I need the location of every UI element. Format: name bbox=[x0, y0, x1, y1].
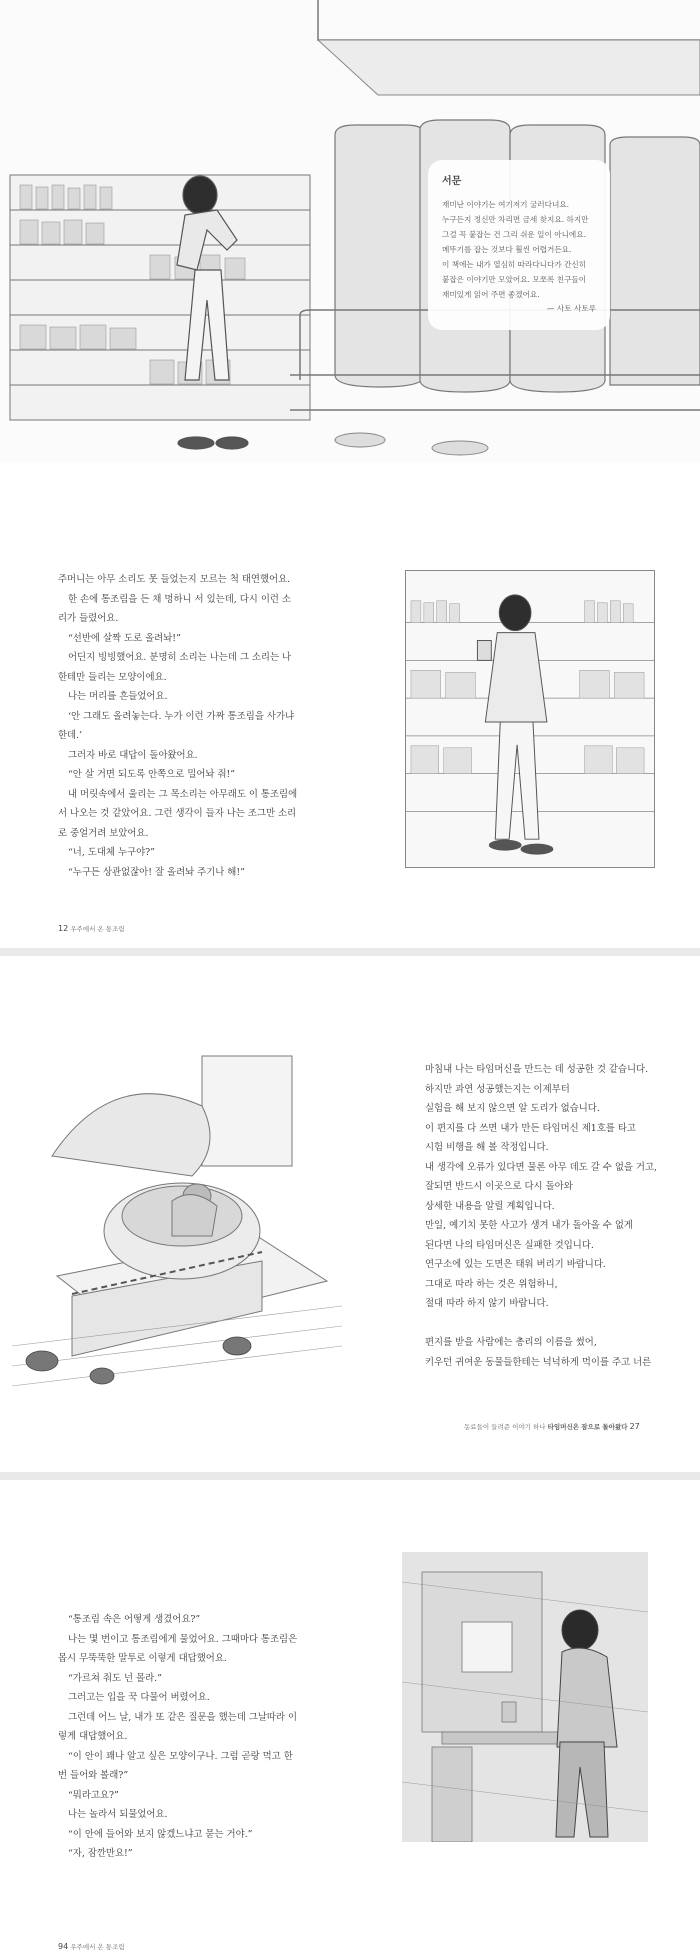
text-line: 한 손에 통조림을 든 채 멍하니 서 있는데, 다시 이런 소 bbox=[68, 593, 291, 605]
text-line: 마침내 나는 타임머신을 만드는 데 성공한 것 같습니다. bbox=[425, 1064, 649, 1075]
preface-box bbox=[428, 160, 610, 330]
text-line: “너, 도대체 누구야?” bbox=[68, 847, 155, 858]
text-line: 번 들어와 볼래?” bbox=[58, 1770, 129, 1781]
text-line: 키우던 귀여운 동물들한테는 넉넉하게 먹이를 주고 너른 bbox=[425, 1356, 652, 1368]
preface-line: 메뚜기를 잡는 것보다 훨씬 어렵거든요. bbox=[442, 245, 572, 254]
text-line: 시험 비행을 해 볼 작정입니다. bbox=[425, 1142, 549, 1153]
text-line: 나는 머리를 흔들었어요. bbox=[68, 691, 168, 702]
text-line: 상세한 내용을 알릴 계획입니다. bbox=[425, 1200, 555, 1212]
text-line: 한테만 들리는 모양이에요. bbox=[58, 671, 167, 683]
page-preface bbox=[0, 0, 700, 462]
time-machine-sketch bbox=[12, 1046, 342, 1402]
text-line: “통조림 속은 어떻게 생겼어요?” bbox=[68, 1614, 201, 1625]
text-line: 서 나오는 것 같았어요. 그런 생각이 들자 나는 조그만 소리 bbox=[58, 808, 297, 819]
text-line: 한데.’ bbox=[58, 730, 83, 741]
text-line: 그러자 바로 대답이 돌아왔어요. bbox=[68, 749, 198, 761]
running-series: 동료들이 들려준 이야기 하나 bbox=[464, 1423, 546, 1431]
text-line: 된다면 나의 타임머신은 실패한 것입니다. bbox=[425, 1239, 594, 1251]
running-title: 우주에서 온 통조림 bbox=[70, 1943, 125, 1951]
page-number: 27 bbox=[629, 1422, 640, 1431]
text-line: 그러고는 입을 꾹 다물어 버렸어요. bbox=[68, 1692, 210, 1703]
text-line: “선반에 살짝 도로 올려놔!” bbox=[68, 632, 181, 644]
text-line: 연구소에 있는 도면은 태워 버리기 바랍니다. bbox=[425, 1259, 606, 1270]
text-line: 이 편지를 다 쓰면 내가 만든 타임머신 제1호를 타고 bbox=[425, 1122, 636, 1134]
preface-line: 재미난 이야기는 여기저기 굴러다녀요. bbox=[442, 200, 570, 209]
text-line: ‘안 그래도 올려놓는다. 누가 이런 가짜 통조림을 사가냐 bbox=[68, 710, 295, 722]
text-line: 하지만 과연 성공했는지는 이제부터 bbox=[425, 1083, 570, 1095]
text-line: “뭐라고요?” bbox=[68, 1789, 119, 1801]
text-line: 로 중얼거려 보았어요. bbox=[58, 827, 149, 839]
text-line: 나는 몇 번이고 통조림에게 물었어요. 그때마다 통조림은 bbox=[68, 1633, 298, 1645]
preface-line: 그걸 꼭 붙잡는 건 그리 쉬운 일이 아니에요. bbox=[442, 230, 587, 239]
text-line: “가르쳐 줘도 넌 몰라.” bbox=[68, 1672, 162, 1684]
boy-at-desk-sketch bbox=[402, 1552, 648, 1842]
boy-at-desk-illustration bbox=[402, 1552, 648, 1842]
page-12 bbox=[0, 462, 700, 948]
text-line: 리가 들렸어요. bbox=[58, 613, 119, 624]
page-27-text bbox=[425, 1060, 657, 1372]
time-machine-illustration bbox=[12, 1046, 342, 1402]
text-line: 나는 놀라서 되물었어요. bbox=[68, 1809, 168, 1820]
running-title: 타임머신은 잠으로 돌아왔다 bbox=[547, 1423, 628, 1431]
text-line: 몹시 무뚝뚝한 말투로 이렇게 대답했어요. bbox=[58, 1653, 227, 1664]
text-line: 잘되면 반드시 이곳으로 다시 돌아와 bbox=[425, 1181, 573, 1192]
preface-line: 누구든지 정신만 차리면 금세 찾지요. 하지만 bbox=[442, 215, 589, 224]
text-line: 내 머릿속에서 울리는 그 목소리는 아무래도 이 통조림에 bbox=[68, 788, 298, 800]
text-line: 주머니는 아무 소리도 못 들었는지 모르는 척 태연했어요. bbox=[58, 574, 291, 585]
text-line: 그대로 따라 하는 것은 위험하니, bbox=[425, 1278, 558, 1290]
text-line: 내 생각에 오류가 있다면 물론 아무 데도 갈 수 없을 거고, bbox=[425, 1161, 658, 1173]
text-line: “자, 잠깐만요!” bbox=[68, 1848, 133, 1859]
text-line: 편지를 받을 사람에는 총리의 이름을 썼어, bbox=[425, 1337, 597, 1348]
text-line: 만일, 예기치 못한 사고가 생겨 내가 돌아올 수 없게 bbox=[425, 1220, 633, 1231]
text-line bbox=[425, 1314, 657, 1334]
text-line: 어딘지 빙빙했어요. 분명히 소리는 나는데 그 소리는 나 bbox=[68, 652, 292, 663]
page-12-text bbox=[58, 570, 297, 882]
page-12-folio bbox=[58, 924, 125, 933]
preface-title: 서문 bbox=[442, 176, 462, 187]
page-27-folio bbox=[464, 1422, 640, 1431]
running-title: 우주에서 온 통조림 bbox=[70, 925, 125, 933]
page-94-text bbox=[58, 1610, 297, 1864]
page-94 bbox=[0, 1480, 700, 1960]
text-line: 절대 따라 하지 않기 바랍니다. bbox=[425, 1298, 549, 1309]
text-line: “이 안에 들어와 보지 않겠느냐고 묻는 거야.” bbox=[68, 1828, 253, 1840]
boy-with-can-sketch bbox=[406, 571, 654, 867]
text-line: “이 안이 꽤나 알고 싶은 모양이구나. 그럼 곧랑 먹고 한 bbox=[68, 1750, 293, 1762]
preface-line: 재미있게 읽어 주면 좋겠어요. bbox=[442, 290, 540, 299]
page-number: 12 bbox=[58, 924, 69, 933]
text-line: 그런데 어느 날, 내가 또 같은 질문을 했는데 그날따라 이 bbox=[68, 1711, 298, 1723]
preface-line: 이 책에는 내가 열심히 따라다니다가 간신히 bbox=[442, 260, 587, 269]
text-line: “안 살 거면 되도록 안쪽으로 밀어놔 줘!” bbox=[68, 769, 236, 780]
text-line: “누구든 상관없잖아! 잘 올려놔 주기나 해!” bbox=[68, 866, 245, 878]
text-line: 실험을 해 보지 않으면 알 도리가 없습니다. bbox=[425, 1103, 600, 1114]
boy-with-can-illustration bbox=[405, 570, 655, 868]
preface-author: — 사토 사토루 bbox=[546, 304, 596, 313]
preface-line: 붙잡은 이야기만 모았어요. 모쪼록 친구들이 bbox=[442, 275, 587, 284]
page-27 bbox=[0, 956, 700, 1472]
text-line: 렇게 대답했어요. bbox=[58, 1731, 128, 1742]
page-number: 94 bbox=[58, 1942, 69, 1951]
page-94-folio bbox=[58, 1942, 125, 1951]
